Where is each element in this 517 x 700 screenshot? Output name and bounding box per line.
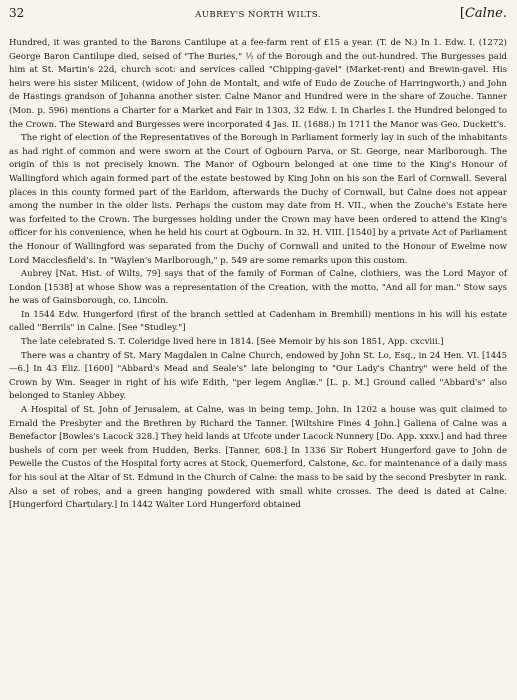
section-bracket: [ bbox=[459, 6, 465, 21]
section-tag bbox=[447, 6, 507, 21]
section-name: Calne. bbox=[464, 6, 507, 21]
paragraph: The right of election of the Representatives of the Borough in Parliament formerly lay in such of the inhabitants as had right of common and were sworn at the Court of Ogbourn Parva, or St. George, near Marlborough. The origin of this is not precisely known. The Manor of Ogbourn belonged at one time to the King's Honour of Wallingford which again formed part of the estate bestowed by King John on his son the Earl of Cornwall. Several places in this county formed part of the Earldom, afterwards the Duchy of Cornwall, but Calne does not appear among the number in the older lists. Perhaps the custom may date from H. VII., when the Zouche's Estate here was forfeited to the Crown. The burgesses holding under the Crown may have been ordered to attend the King's officer for his convenience, when he held his court at Ogbourn. In 32. H. VIII. [1540] by a private Act of Parliament the Honour of Wallingford was separated from the Duchy of Cornwall and united to the Honour of Ewelme now Lord Macclesfield's. In "Waylen's Marlborough," p. 549 are some remarks upon this custom. bbox=[9, 133, 507, 266]
paragraph: In 1544 Edw. Hungerford (first of the branch settled at Cadenham in Bremhill) mentions in his will his estate called "Berrils" in Calne. [See "Studley."] bbox=[9, 309, 507, 334]
page-number: 32 bbox=[9, 6, 25, 20]
paragraph: There was a chantry of St. Mary Magdalen in Calne Church, endowed by John St. Lo, Esq., in 24 Hen. VI. [1445—6.] In 43 Eliz. [1600] "Abbard's Mead and Seale's" late belonging to "Our Lady's Chantry" were held of the Crown by Wm. Seager in right of his wife Edith, "per legem Angliæ." [L. p. M.] Ground called "Abbard's" also belonged to Stanley Abbey. bbox=[9, 350, 507, 402]
paragraph: Aubrey [Nat. Hist. of Wilts, 79] says that of the family of Forman of Calne, clothiers, was the Lord Mayor of London [1538] at whose Show was a representation of the Creation, with the motto, "And all for man." Stow says he was of Gainsborough, co. Lincoln. bbox=[9, 269, 507, 307]
paragraph: Hundred, it was granted to the Barons Cantilupe at a fee-farm rent of £15 a year. (T. de N.) In 1. Edw. I. (1272) George Baron Cantilupe died, seised of "The Buries," ½ of the Borough and the out-hundred. The Burgesses paid him at St. Martin's 22d, church scot: and services called "Chipping-gavel" (Market-rent) and Brewin-gavel. His heirs were his sister Milicent, (widow of John de Montalt, and wife of Eudo de Zouche of Harringworth,) and John de Hastings grandson of Johanna another sister. Calne Manor and Hundred were in the share of Zouche. Tanner (Mon. p. 596) mentions a Charter for a Market and Fair in 1303, 32 Edw. I. In Charles I. the Hundred belonged to the Crown. The Steward and Burgesses were incorporated 4 Jas. II. (1688.) In 1711 the Manor was Geo. Duckett's. bbox=[9, 38, 507, 130]
running-title: AUBREY'S NORTH WILTS. bbox=[195, 10, 321, 20]
paragraph: The late celebrated S. T. Coleridge lived here in 1814. [See Memoir by his son 1851, App. cxcviii.] bbox=[21, 337, 444, 348]
page-body bbox=[9, 37, 507, 513]
page-header bbox=[9, 6, 507, 32]
paragraph: A Hospital of St. John of Jerusalem, at Calne, was in being temp. John. In 1202 a house was quit claimed to Ernald the Presbyter and the Brethren by Richard the Tanner. [Wiltshire Fines 4 John.] Galiena of Calne was a Benefactor [Bowles's Lacock 328.] They held lands at Ufcote under Lacock Nunnery [Do. App. xxxv.] and had three bushels of corn per week from Hudden, Berks. [Tanner, 608.] In 1336 Sir Robert Hungerford gave to John de Pewelle the Custos of the Hospital forty acres at Stock, Quemerford, Calstone, &c. for maintenance of a daily mass for his soul at the Altar of St. Edmund in the Church of Calne: the mass to be said by the second Presbyter in rank. Also a set of robes, and a green hanging powdered with small white crosses. The deed is dated at Calne. [Hungerford Chartulary.] In 1442 Walter Lord Hungerford obtained bbox=[9, 405, 507, 511]
